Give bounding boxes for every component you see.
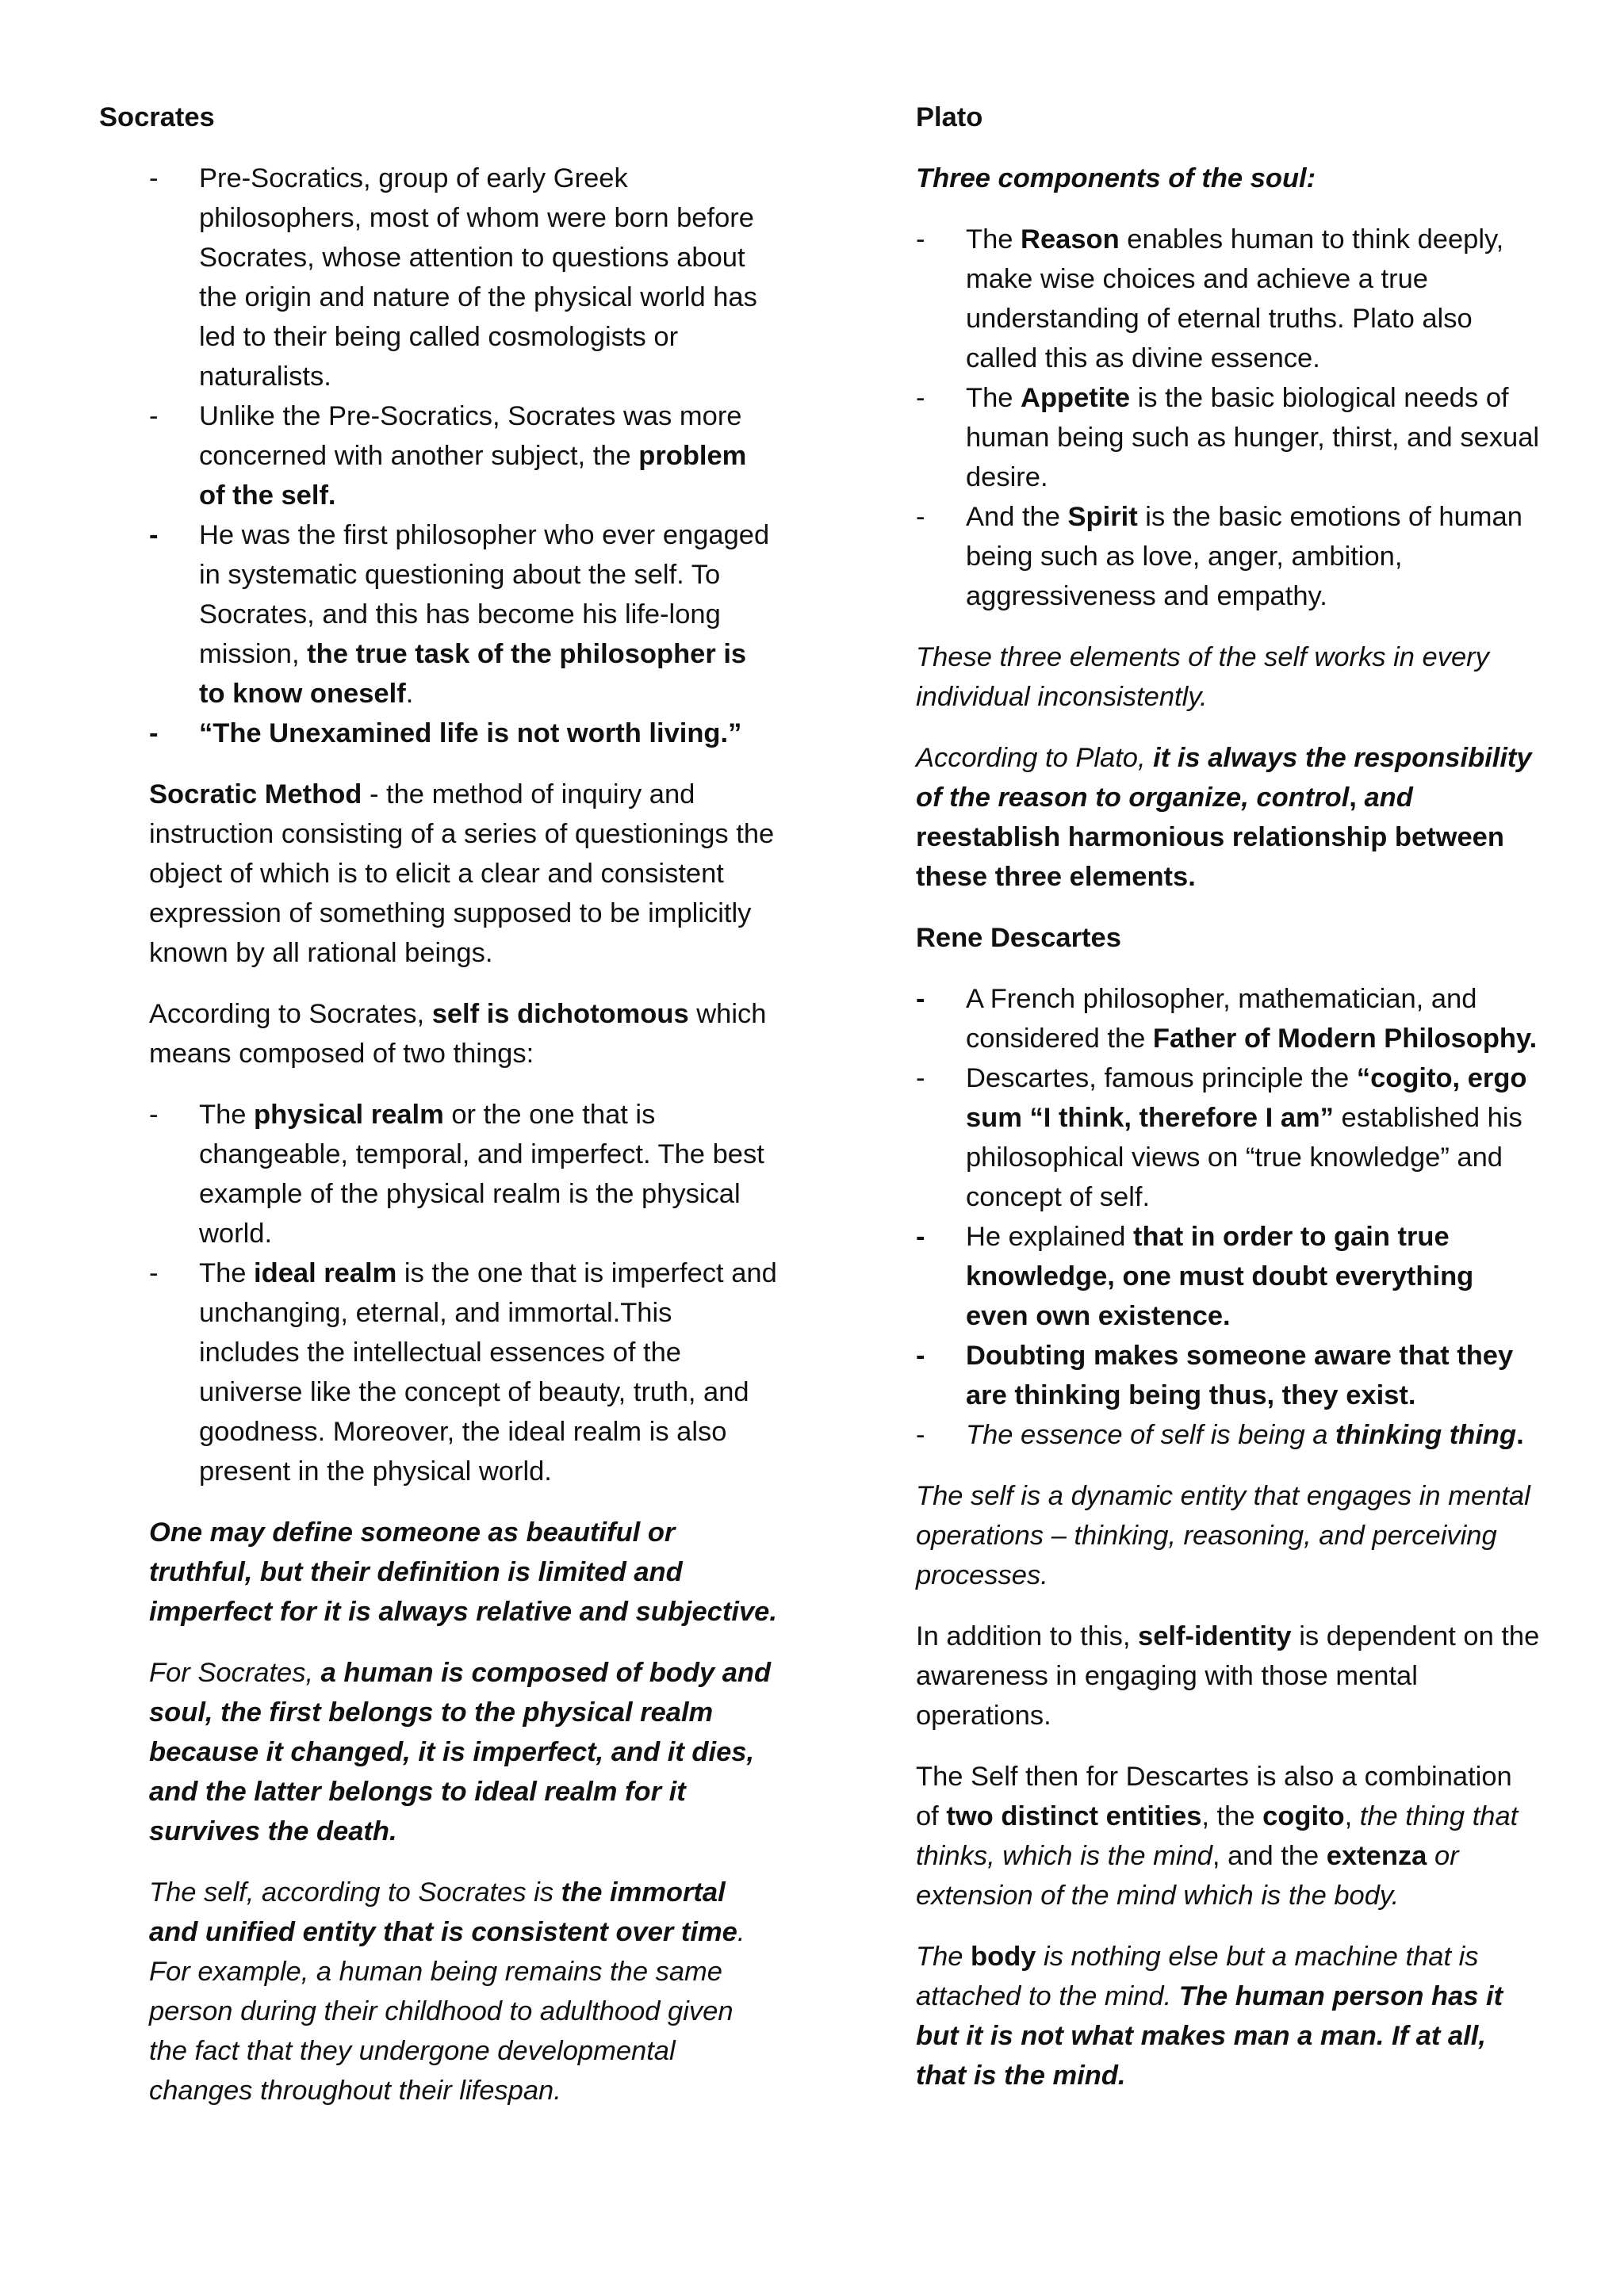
list-item bbox=[149, 515, 777, 714]
dash-bullet-icon: - bbox=[149, 163, 159, 193]
text-run: The bbox=[916, 1942, 971, 1972]
right-column bbox=[916, 98, 1542, 2117]
dash-bullet-icon: - bbox=[916, 1063, 925, 1093]
self-identity-paragraph bbox=[916, 1617, 1542, 1735]
text-run: two distinct entities bbox=[946, 1801, 1202, 1831]
text-run: The human person has it but it is not what makes man a man. If at all, that is the mind. bbox=[916, 1981, 1503, 2091]
text-run: the thing that thinks, which is the mind bbox=[916, 1801, 1519, 1871]
text-run bbox=[1427, 1841, 1434, 1871]
list-item bbox=[149, 714, 777, 753]
text-run: is the basic emotions of human being such as love, anger, ambition, aggressiveness and empathy. bbox=[966, 502, 1522, 611]
text-run: Pre-Socratics, group of early Greek philosophers, most of whom were born before Socrates, whose attention to questions about the origin and nature of the physical world has led to their being called cosmologists or naturalists. bbox=[199, 163, 757, 392]
text-run: or the one that is changeable, temporal, and imperfect. The best example of the physical realm is the physical world. bbox=[199, 1100, 764, 1249]
list-item bbox=[149, 396, 777, 515]
text-run: The self is a dynamic entity that engages in mental operations – thinking, reasoning, and perceiving processes. bbox=[916, 1481, 1530, 1590]
text-run: reestablish harmonious relationship between these three elements. bbox=[916, 822, 1504, 892]
dash-bullet-icon: - bbox=[916, 383, 925, 413]
dash-bullet-icon: - bbox=[916, 1420, 925, 1450]
text-run: self is dichotomous bbox=[431, 999, 689, 1029]
list-item bbox=[149, 1095, 777, 1253]
text-run: Unlike the Pre-Socratics, Socrates was more concerned with another subject, the bbox=[199, 401, 742, 471]
dash-bullet-icon: - bbox=[916, 984, 925, 1014]
text-run: Spirit bbox=[1067, 502, 1138, 532]
left-column bbox=[99, 98, 777, 2132]
immortal-self-paragraph bbox=[149, 1873, 777, 2110]
soul-components-subheading-text: Three components of the soul: bbox=[916, 163, 1316, 193]
text-run: Reason bbox=[1021, 224, 1120, 254]
text-run: enables human to think deeply, make wise choices and achieve a true understanding of eternal truths. Plato also called this as divine essence. bbox=[966, 224, 1504, 373]
text-run: the immortal and unified entity that is consistent over time bbox=[149, 1877, 737, 1947]
text-run: These three elements of the self works in every individual inconsistently. bbox=[916, 642, 1489, 712]
responsibility-paragraph bbox=[916, 738, 1542, 897]
dash-bullet-icon: - bbox=[149, 401, 159, 431]
text-run: it is always the responsibility of the reason to organize, control bbox=[916, 743, 1532, 813]
text-run: Socratic Method bbox=[149, 779, 362, 809]
text-run: . For example, a human being remains the same person during their childhood to adulthood given the fact that they undergone developmental changes throughout their lifespan. bbox=[149, 1917, 745, 2106]
list-item bbox=[916, 378, 1542, 497]
text-run: or extension of the mind which is the body. bbox=[916, 1841, 1459, 1911]
text-run: and bbox=[1364, 783, 1413, 813]
definition-paragraph bbox=[149, 1513, 777, 1632]
body-machine-paragraph bbox=[916, 1937, 1542, 2095]
text-run: The bbox=[199, 1100, 255, 1130]
list-item bbox=[916, 1217, 1542, 1336]
text-run: is nothing else but a machine that is attached to the mind. bbox=[916, 1942, 1479, 2011]
descartes-bullet-list bbox=[916, 979, 1542, 1455]
text-run: cogito bbox=[1262, 1801, 1345, 1831]
text-run: Father of Modern Philosophy. bbox=[1152, 1024, 1538, 1054]
text-run: a human is composed of body and soul, the first belongs to the physical realm because it changed, it is imperfect, and it dies, and the latter belongs to ideal realm for it survives the death. bbox=[149, 1658, 772, 1846]
text-run: The essence of self is being a bbox=[966, 1420, 1336, 1450]
realms-bullet-list bbox=[149, 1095, 777, 1491]
socrates-bullet-list bbox=[149, 159, 777, 753]
text-run: The bbox=[199, 1258, 255, 1288]
text-run: Appetite bbox=[1021, 383, 1131, 413]
text-run: The bbox=[966, 224, 1021, 254]
elements-paragraph bbox=[916, 637, 1542, 717]
text-run: the true task of the philosopher is to know oneself bbox=[199, 639, 747, 709]
text-run: established his philosophical views on “true knowledge” and concept of self. bbox=[966, 1103, 1522, 1212]
text-run: extenza bbox=[1326, 1841, 1427, 1871]
list-item bbox=[916, 220, 1542, 378]
text-run: is dependent on the awareness in engaging with those mental operations. bbox=[916, 1621, 1540, 1731]
text-run: , bbox=[1344, 1801, 1360, 1831]
text-run: And the bbox=[966, 502, 1068, 532]
text-run: Doubting makes someone aware that they are thinking being thus, they exist. bbox=[966, 1341, 1514, 1410]
body-soul-paragraph bbox=[149, 1653, 777, 1851]
text-run: that in order to gain true knowledge, one must doubt everything even own existence. bbox=[966, 1222, 1474, 1331]
list-item bbox=[149, 159, 777, 396]
text-run: ideal realm bbox=[254, 1258, 397, 1288]
cogito-extenza-paragraph bbox=[916, 1757, 1542, 1915]
list-item bbox=[916, 1058, 1542, 1217]
dash-bullet-icon: - bbox=[149, 1100, 159, 1130]
socratic-method-paragraph bbox=[149, 775, 777, 973]
text-run: According to Plato, bbox=[916, 743, 1154, 773]
text-run: is the basic biological needs of human being such as hunger, thirst, and sexual desire. bbox=[966, 383, 1540, 492]
list-item bbox=[916, 979, 1542, 1058]
text-run: For Socrates, bbox=[149, 1658, 321, 1688]
text-run: A French philosopher, mathematician, and considered the bbox=[966, 984, 1477, 1054]
list-item bbox=[916, 1336, 1542, 1415]
text-run: physical realm bbox=[254, 1100, 444, 1130]
dash-bullet-icon: - bbox=[149, 1258, 159, 1288]
text-run: , and the bbox=[1212, 1841, 1327, 1871]
text-run: “The Unexamined life is not worth living.” bbox=[199, 718, 742, 748]
text-run: thinking thing bbox=[1335, 1420, 1517, 1450]
list-item bbox=[149, 1253, 777, 1491]
text-run: Descartes, famous principle the bbox=[966, 1063, 1357, 1093]
text-run: - the method of inquiry and instruction consisting of a series of questionings the object of which is to elicit a clear and consistent expression of something supposed to be implicitly known by all rational beings. bbox=[149, 779, 775, 968]
dash-bullet-icon: - bbox=[916, 1341, 925, 1371]
dash-bullet-icon: - bbox=[916, 224, 925, 254]
plato-bullet-list bbox=[916, 220, 1542, 616]
dash-bullet-icon: - bbox=[149, 718, 159, 748]
text-run: The Self then for Descartes is also a combination of bbox=[916, 1762, 1512, 1831]
dynamic-entity-paragraph bbox=[916, 1476, 1542, 1595]
dash-bullet-icon: - bbox=[149, 520, 159, 550]
text-run: , bbox=[1349, 783, 1365, 813]
text-run: He explained bbox=[966, 1222, 1133, 1252]
text-run: The bbox=[966, 383, 1021, 413]
text-run: The self, according to Socrates is bbox=[149, 1877, 561, 1908]
text-run: According to Socrates, bbox=[149, 999, 432, 1029]
text-run: One may define someone as beautiful or truthful, but their definition is limited and imperfect for it is always relative and subjective. bbox=[149, 1517, 777, 1627]
dash-bullet-icon: - bbox=[916, 1222, 925, 1252]
list-item bbox=[916, 497, 1542, 616]
text-run: problem of the self. bbox=[199, 441, 747, 511]
text-run: is the one that is imperfect and unchanging, eternal, and immortal.This includes the intellectual essences of the universe like the concept of beauty, truth, and goodness. Moreover, the ideal realm is also present in the physical world. bbox=[199, 1258, 777, 1487]
dash-bullet-icon: - bbox=[916, 502, 925, 532]
soul-components-subheading bbox=[916, 159, 1542, 198]
text-run: , the bbox=[1201, 1801, 1263, 1831]
list-item bbox=[916, 1415, 1542, 1455]
text-run: self-identity bbox=[1138, 1621, 1292, 1651]
text-run: “cogito, ergo sum “I think, therefore I am” bbox=[966, 1063, 1527, 1133]
socrates-heading: Socrates bbox=[99, 102, 215, 132]
text-run: . bbox=[1516, 1420, 1524, 1450]
dichotomous-paragraph bbox=[149, 994, 777, 1073]
plato-heading: Plato bbox=[916, 102, 983, 132]
text-run: He was the first philosopher who ever engaged in systematic questioning about the self. To Socrates, and this has become his life-long mission, bbox=[199, 520, 770, 669]
text-run: which means composed of two things: bbox=[149, 999, 767, 1069]
descartes-heading: Rene Descartes bbox=[916, 923, 1121, 953]
text-run: In addition to this, bbox=[916, 1621, 1139, 1651]
text-run: body bbox=[971, 1942, 1036, 1972]
text-run: . bbox=[405, 679, 414, 709]
